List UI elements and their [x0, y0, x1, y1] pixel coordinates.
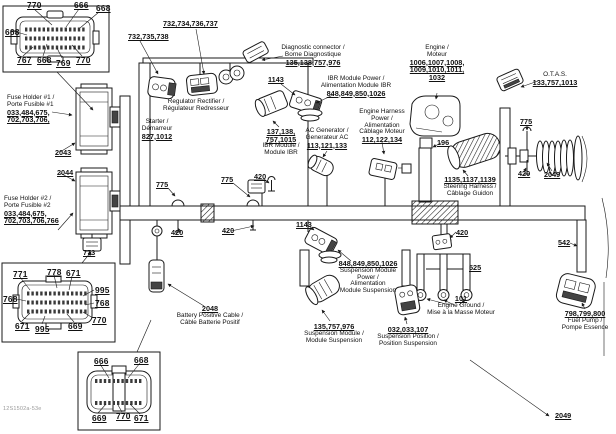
pin-callout-767	[17, 56, 32, 65]
part-callout-420-line: 420	[171, 228, 184, 237]
engine-label-line: 1032	[428, 73, 446, 83]
engine-label-line: 1009,1010,1011,	[409, 65, 465, 75]
diagnostic-connector-label-line: Diagnostic connector /	[281, 44, 345, 51]
pin-callout-671	[15, 322, 30, 331]
ibr-module-label	[263, 128, 300, 157]
diagnostic-connector-label-line: 135,138,757,976	[285, 57, 341, 67]
regulator-connector-numbers-2	[163, 20, 218, 28]
engine-label-line: 1006,1007,1008,	[409, 57, 465, 67]
suspension-module-power-label	[339, 260, 398, 295]
ac-generator-label-line: AC Generator /	[305, 127, 349, 134]
part-callout-775-line: 775	[520, 117, 533, 126]
pin-callout-995	[95, 286, 110, 295]
part-callout-775	[156, 181, 168, 189]
ibr-module-power-label-line: IBR Module Power /	[327, 75, 385, 82]
starter-label-line: Démarreur	[141, 124, 173, 132]
pin-callout-768-line: 768	[95, 298, 110, 308]
pin-callout-770	[116, 412, 131, 421]
suspension-position-label-line: Position Suspension	[379, 339, 437, 347]
pin-callout-769-line: 769	[56, 58, 71, 68]
pin-callout-668	[96, 4, 111, 13]
part-callout-196	[437, 139, 449, 147]
otas-label-line: 133,757,1013	[532, 77, 578, 87]
pin-callout-671	[134, 414, 149, 423]
pin-callout-671	[66, 269, 81, 278]
part-callout-773	[83, 249, 95, 257]
fuse-holder-2-label-line: 033,484,675,	[4, 208, 47, 218]
suspension-module-label-line: Suspension Module /	[304, 329, 364, 337]
pin-callout-770	[27, 1, 42, 10]
part-callout-1143-line: 1143	[268, 75, 284, 84]
suspension-module-label-line: Module Suspension	[305, 336, 363, 344]
ibr-module-label-line: 137,138,	[266, 127, 296, 136]
part-callout-525	[469, 264, 481, 272]
regulator-rectifier-label-line: Regulator Rectifier /	[167, 98, 225, 105]
ac-generator-label	[306, 128, 349, 149]
part-callout-420-line: 420	[456, 228, 469, 237]
regulator-connector-numbers-2-line: 732,734,736,737	[163, 19, 218, 28]
pin-callout-668	[5, 28, 20, 37]
part-callout-775-line: 775	[156, 180, 169, 189]
fuse-holder-2-label-line: Porte Fusible #2	[4, 201, 51, 209]
starter-label	[142, 119, 173, 140]
part-callout-2049-line: 2049	[544, 170, 561, 179]
suspension-position-label-line: Suspension Position /	[377, 332, 439, 340]
fuse-holder-1-label-line: Fuse Holder #1 /	[7, 94, 55, 101]
engine-ground-label	[427, 295, 495, 316]
fuse-holder-1-label	[7, 95, 54, 124]
pin-callout-767-line: 767	[17, 55, 32, 65]
battery-positive-cable-label	[177, 305, 243, 326]
part-callout-773-line: 773	[83, 248, 96, 257]
drawing-number: 12S1502a-53e	[3, 406, 42, 412]
part-callout-775	[520, 118, 532, 126]
part-callout-420	[254, 173, 266, 181]
otas-label-line: O.T.A.S.	[543, 71, 567, 78]
pin-callout-769	[56, 59, 71, 68]
pin-callout-770-line: 770	[116, 411, 131, 421]
starter-label-line: 827,1012	[141, 131, 173, 141]
fuel-pump-label-line: 798,799,800	[564, 309, 606, 318]
suspension-module-power-label-line: Suspension Module	[339, 266, 397, 274]
pin-callout-668-line: 668	[96, 3, 111, 13]
suspension-module-power-label-line: Module Suspension	[339, 287, 397, 295]
ibr-module-label-line: Module IBR	[264, 149, 298, 157]
fuse-holder-1-label-line: Porte Fusible #1	[7, 100, 54, 108]
suspension-module-power-label-line: Alimentation	[350, 280, 386, 288]
pin-callout-995-line: 995	[35, 324, 50, 334]
engine-harness-power-label-line: Engine Harness	[359, 108, 405, 115]
engine-ground-label-line: Engine Ground /	[437, 301, 485, 309]
pin-callout-995-line: 995	[95, 285, 110, 295]
engine-label	[410, 45, 465, 82]
fuel-pump-label	[562, 310, 609, 331]
ac-generator-label-line: Generateur AC	[305, 133, 349, 141]
part-callout-1143	[296, 221, 312, 229]
pin-callout-770-line: 770	[76, 55, 91, 65]
suspension-module-power-label-line: 848,849,850,1026	[338, 259, 398, 268]
part-callout-2049	[544, 171, 560, 179]
pin-callout-668-line: 668	[37, 55, 52, 65]
part-callout-525-line: 525	[469, 263, 482, 272]
steering-harness-label-line: 1135,1137,1139	[444, 175, 496, 184]
ibr-module-power-label-line: 848,849,850,1026	[326, 88, 386, 98]
part-callout-2044-line: 2044	[57, 168, 74, 177]
pin-callout-770-line: 770	[27, 0, 42, 10]
engine-label-line: Moteur	[427, 50, 447, 58]
pin-callout-669-line: 669	[68, 321, 83, 331]
pin-callout-669-line: 669	[92, 413, 107, 423]
pin-callout-666-line: 666	[94, 356, 109, 366]
engine-harness-power-label-line: Câblage Moteur	[359, 128, 405, 136]
otas-label	[533, 72, 578, 87]
pin-callout-666	[74, 1, 89, 10]
pin-callout-669	[92, 414, 107, 423]
regulator-rectifier-label-line: Régulateur Redresseur	[162, 104, 230, 112]
pin-callout-771	[13, 270, 28, 279]
ibr-module-label-line: 757,1015	[265, 134, 297, 144]
pin-callout-669	[68, 322, 83, 331]
engine-ground-label-line: 101	[454, 294, 468, 303]
engine-harness-power-label-line: Alimentation	[364, 121, 400, 129]
part-callout-542-line: 542	[558, 238, 571, 247]
pin-callout-666-line: 666	[74, 0, 89, 10]
pin-callout-671-line: 671	[15, 321, 30, 331]
suspension-module-label-line: 135,757,976	[313, 322, 355, 331]
pin-callout-778	[47, 268, 62, 277]
part-callout-420	[171, 229, 183, 237]
part-callout-420-line: 420	[518, 169, 531, 178]
ibr-module-power-label	[321, 76, 391, 97]
diagnostic-connector-label-line: Borne Diagnostique	[284, 50, 342, 58]
battery-positive-cable-label-line: 2048	[201, 304, 219, 313]
pin-callout-668	[134, 356, 149, 365]
regulator-rectifier-label	[163, 99, 229, 113]
pin-callout-768	[3, 295, 18, 304]
pin-callout-995	[35, 325, 50, 334]
steering-harness-label-line: Câblage Guidon	[446, 189, 494, 197]
part-callout-420-line: 420	[222, 226, 235, 235]
part-callout-2043	[55, 149, 71, 157]
part-callout-2043-line: 2043	[55, 148, 72, 157]
part-callout-2049	[555, 412, 571, 420]
part-callout-2044	[57, 169, 73, 177]
pin-callout-770	[92, 316, 107, 325]
regulator-connector-numbers-1-line: 732,735,738	[128, 32, 169, 41]
steering-harness-label	[444, 176, 497, 197]
diagnostic-connector-label	[281, 45, 344, 66]
ibr-module-power-label-line: Alimentation Module IBR	[320, 81, 392, 89]
engine-harness-power-label	[359, 109, 404, 144]
pin-callout-771-line: 771	[13, 269, 28, 279]
pin-callout-671-line: 671	[134, 413, 149, 423]
ac-generator-label-line: 113,121,133	[306, 140, 348, 150]
battery-positive-cable-label-line: Câble Batterie Positif	[180, 318, 240, 326]
pin-callout-768	[95, 299, 110, 308]
fuse-holder-2-label	[4, 196, 59, 225]
engine-label-line: Engine /	[425, 44, 449, 51]
engine-ground-label-line: Mise à la Masse Moteur	[427, 308, 495, 316]
pin-callout-768-line: 768	[3, 294, 18, 304]
part-callout-420	[518, 170, 530, 178]
fuse-holder-2-label-line: Fuse Holder #2 /	[4, 195, 52, 202]
fuel-pump-label-line: Fuel Pump /	[567, 316, 603, 324]
pin-callout-668	[37, 56, 52, 65]
fuse-holder-1-label-line: 702,703,706,	[7, 115, 50, 125]
engine-harness-power-label-line: Power /	[371, 114, 393, 122]
part-callout-775-line: 775	[221, 175, 234, 184]
part-callout-1143-line: 1143	[296, 220, 312, 229]
part-callout-775	[221, 176, 233, 184]
part-callout-542	[558, 239, 570, 247]
pin-callout-770	[76, 56, 91, 65]
part-callout-196-line: 196	[437, 138, 450, 147]
pin-callout-668-line: 668	[134, 355, 149, 365]
pin-callout-671-line: 671	[66, 268, 81, 278]
fuel-pump-label-line: Pompe Essence	[561, 323, 609, 331]
starter-label-line: Starter /	[145, 118, 169, 125]
part-callout-420-line: 420	[254, 172, 267, 181]
fuse-holder-2-label-line: 702,703,706,766	[4, 216, 59, 226]
suspension-position-label	[377, 326, 438, 347]
suspension-module-label	[304, 323, 364, 344]
pin-callout-668-line: 668	[5, 27, 20, 37]
steering-harness-label-line: Steering Harness /	[443, 182, 497, 190]
pin-callout-770-line: 770	[92, 315, 107, 325]
part-callout-420	[222, 227, 234, 235]
part-callout-420	[456, 229, 468, 237]
pin-callout-778-line: 778	[47, 267, 62, 277]
pin-callout-666	[94, 357, 109, 366]
engine-harness-power-label-line: 112,122,134	[361, 135, 403, 145]
ibr-module-label-line: IBR Module /	[262, 142, 300, 150]
part-callout-1143	[268, 76, 284, 84]
fuse-holder-1-label-line: 033,484,675,	[7, 107, 50, 117]
suspension-position-label-line: 032,033,107	[387, 325, 429, 334]
part-callout-2049-line: 2049	[555, 411, 572, 420]
battery-positive-cable-label-line: Battery Positive Cable /	[176, 311, 244, 319]
regulator-connector-numbers-1	[128, 33, 169, 41]
suspension-module-power-label-line: Power /	[357, 273, 379, 281]
